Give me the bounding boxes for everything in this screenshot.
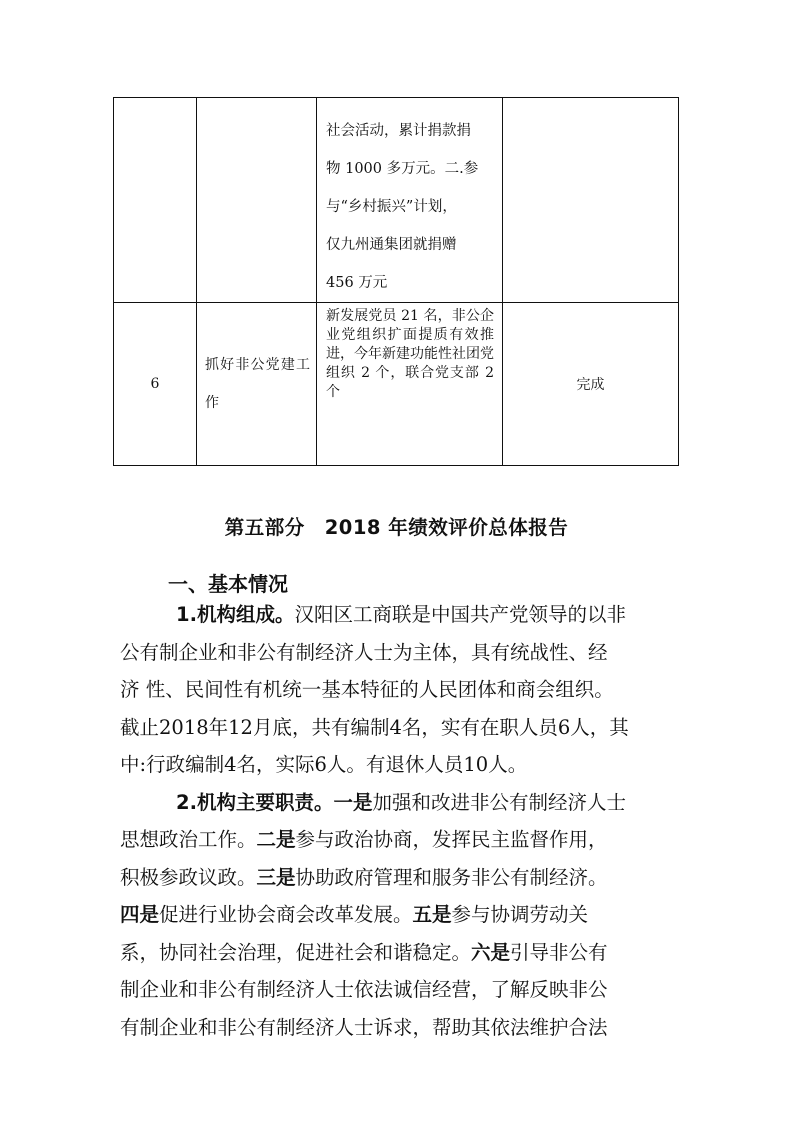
table-cell-no: [114, 303, 197, 466]
table-row: [114, 98, 679, 303]
para-text: 参与协调劳动关: [451, 903, 589, 926]
detail-line: 仅九州通集团就捐赠: [326, 237, 457, 253]
paragraph-line: [120, 596, 668, 634]
para-text: 积极参政议政。: [120, 865, 257, 889]
paragraph-line: [120, 896, 668, 934]
para-text: 协助政府管理和服务非公有制经济。: [295, 865, 608, 889]
para-text: 系，协同社会治理，促进社会和谐稳定。: [120, 940, 472, 964]
table-cell-item: [197, 98, 317, 303]
para-text: 参与政治协商，发挥民主监督作用，: [295, 828, 608, 851]
detail-line: 社会活动，累计捐款捐: [326, 123, 471, 139]
para-lead: 2.机构主要职责。: [176, 790, 334, 814]
table-cell-item: [197, 303, 317, 466]
paragraph-line: [120, 859, 668, 897]
detail-line: 456 万元: [326, 275, 388, 291]
paragraph-line: [120, 934, 668, 972]
body-text: [120, 596, 668, 1046]
row-number: 6: [150, 376, 160, 392]
section-title: 第五部分 2018 年绩效评价总体报告: [224, 516, 569, 539]
paragraph-line: 截止2018年12月底，共有编制4名，实有在职人员6人，其: [120, 715, 629, 739]
detail-line: 物 1000 多万元。二.参: [326, 161, 479, 177]
duty-label: 一是: [333, 790, 373, 814]
detail-line: 与“乡村振兴”计划，: [326, 199, 457, 215]
table-cell-status: [503, 303, 679, 466]
performance-table: [113, 97, 679, 466]
paragraph-line: 有制企业和非公有制经济人士诉求，帮助其依法维护合法: [120, 1015, 608, 1039]
duty-label: 三是: [256, 865, 296, 889]
status-text: 完成: [576, 377, 605, 393]
paragraph-line: 制企业和非公有制经济人士依法诚信经营，了解反映非公: [120, 978, 608, 1001]
para-text: 思想政治工作。: [120, 828, 257, 851]
para-text: 汉阳区工商联是中国共产党领导的以非: [294, 603, 626, 626]
paragraph-line: [120, 821, 668, 859]
para-text: 引导非公有: [510, 940, 608, 964]
duty-label: 二是: [256, 828, 296, 851]
paragraph-line: 中:行政编制4名，实际6人。有退休人员10人。: [120, 753, 528, 776]
duty-label: 四是: [120, 903, 160, 926]
paragraph-line: [120, 784, 668, 822]
table-cell-status: [503, 98, 679, 303]
item-name: 抓好非公党建工作: [205, 357, 310, 411]
para-text: 促进行业协会商会改革发展。: [159, 903, 413, 926]
para-lead: 1.机构组成。: [176, 603, 295, 626]
table-cell-detail: [317, 98, 503, 303]
heading-basic-info: 一、基本情况: [168, 572, 288, 596]
paragraph-line: 公有制企业和非公有制经济人士为主体，具有统战性、经: [120, 640, 608, 664]
duty-label: 五是: [412, 903, 452, 926]
para-text: 加强和改进非公有制经济人士: [372, 790, 627, 814]
duty-label: 六是: [471, 940, 511, 964]
paragraph-line: 济 性、民间性有机统一基本特征的人民团体和商会组织。: [120, 678, 614, 701]
table-cell-detail: [317, 303, 503, 466]
detail-text: 新发展党员 21 名，非公企业党组织扩面提质有效推进，今年新建功能性社团党组织 2 个，联合党支部 2 个: [326, 308, 494, 400]
table-row: [114, 303, 679, 466]
table-cell-no: [114, 98, 197, 303]
